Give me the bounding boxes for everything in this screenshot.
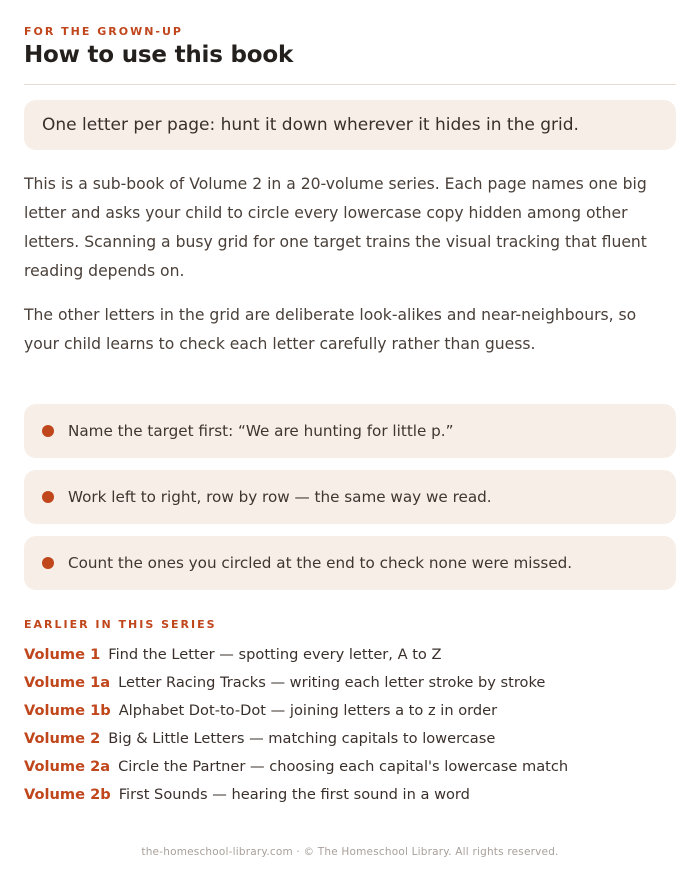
tip-card [24,470,676,524]
series-item [24,673,676,701]
series-volume-title: Letter Racing Tracks — writing each letter stroke by stroke [118,674,546,691]
divider [24,84,676,85]
tip-text: Work left to right, row by row — the same way we read. [68,488,492,506]
series-volume-title: Alphabet Dot-to-Dot — joining letters a to z in order [118,702,498,719]
tip-text: Count the ones you circled at the end to check none were missed. [68,554,573,572]
bullet-dot-icon [42,425,54,437]
bullet-dot-icon [42,557,54,569]
series-volume-label: Volume 2 [24,730,101,747]
series-item [24,645,676,673]
tip-card [24,404,676,458]
intro-paragraph: This is a sub-book of Volume 2 in a 20-volume series. Each page names one big letter and asks your child to circle every lowercase copy hidden among other letters. Scanning a busy grid for one target trains the visual tracking that fluent reading depends on. [24,175,647,280]
bullet-dot-icon [42,491,54,503]
series-volume-label: Volume 2b [24,786,111,803]
page-title: How to use this book [24,42,294,68]
tip-text: Name the target first: “We are hunting for little p.” [68,422,454,440]
series-item [24,729,676,757]
series-volume-label: Volume 1 [24,646,101,663]
series-item [24,785,676,813]
series-list [24,645,676,813]
series-item [24,701,676,729]
copyright-footer: the-homeschool-library.com · © The Homeschool Library. All rights reserved. [141,846,559,858]
series-volume-label: Volume 1b [24,702,111,719]
tip-card [24,536,676,590]
series-heading: EARLIER IN THIS SERIES [24,618,217,631]
section-eyebrow: FOR THE GROWN-UP [24,25,183,38]
series-volume-title: Circle the Partner — choosing each capital's lowercase match [118,758,569,775]
series-item [24,757,676,785]
summary-callout [24,100,676,150]
lookalikes-paragraph: The other letters in the grid are deliberate look-alikes and near-neighbours, so your child learns to check each letter carefully rather than guess. [24,306,637,353]
series-volume-title: Big & Little Letters — matching capitals to lowercase [108,730,496,747]
series-volume-label: Volume 1a [24,674,111,691]
summary-callout-text: One letter per page: hunt it down wherever it hides in the grid. [42,115,579,135]
series-volume-title: First Sounds — hearing the first sound in a word [118,786,470,803]
series-volume-label: Volume 2a [24,758,111,775]
series-volume-title: Find the Letter — spotting every letter, A to Z [108,646,442,663]
